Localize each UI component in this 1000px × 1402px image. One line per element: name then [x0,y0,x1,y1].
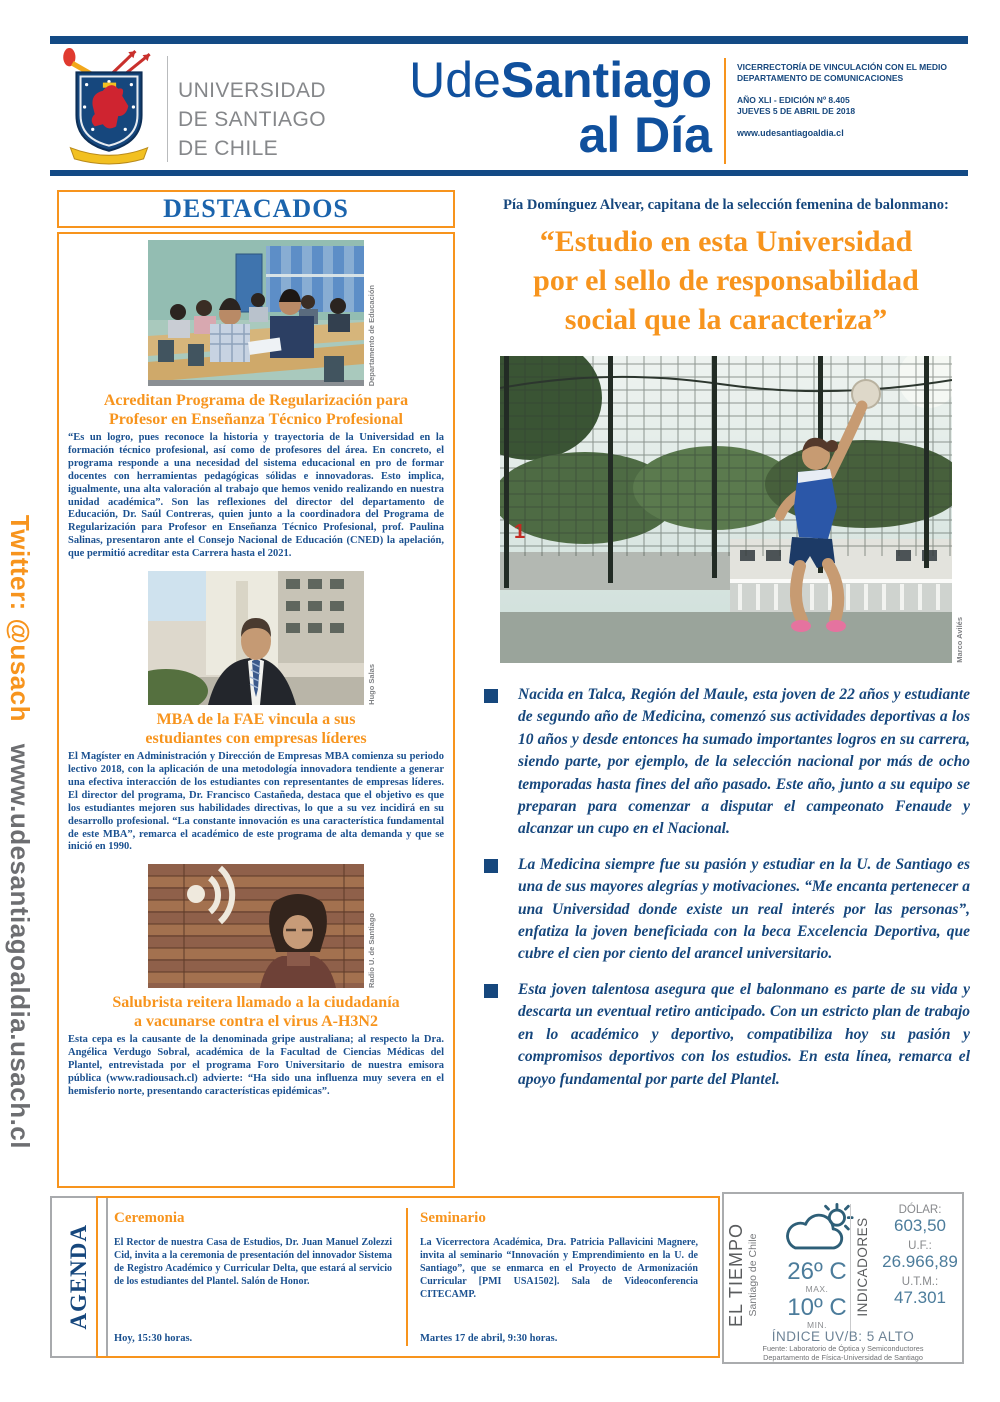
article1-title [65,391,447,429]
article2-title-line2: estudiantes con empresas líderes [145,730,367,748]
main-article-bullets [484,684,970,1104]
agenda-column-divider [406,1208,408,1346]
masthead-line1 [300,54,712,106]
dept-line2: DEPARTAMENTO DE COMUNICACIONES [737,73,904,83]
utm-value: 47.301 [894,1288,946,1307]
university-crest-logo [58,46,160,166]
university-name-line: UNIVERSIDAD [178,79,326,102]
headline-line1: “Estudio en esta Universidad [539,225,913,258]
sidebar-vertical-text [4,515,46,1154]
uf-value: 26.966,89 [882,1252,958,1271]
main-article-photo [500,356,964,663]
article2-photo [148,571,376,706]
indicators-values [882,1200,958,1308]
dept-line1: VICERRECTORÍA DE VINCULACIÓN CON EL MEDIO [737,62,947,72]
agenda-item-time: Hoy, 15:30 horas. [114,1333,193,1344]
bullet-square-icon [484,984,498,998]
photo-credit: Marco Avilés [955,617,964,663]
bullet-item [484,684,970,841]
dollar-label: DÓLAR: [898,1204,942,1216]
indicators-label: INDICADORES [855,1217,870,1317]
masthead-ude: Ude [409,52,501,108]
dollar-value: 603,50 [894,1216,946,1235]
bullet-text: La Medicina siempre fue su pasión y estudiar en la U. de Santiago es una de sus mayores alegrías y motivaciones. “Me encanta pertenecer a una Universidad donde existe un real interés por las personas”, enfatiza la joven beneficiada con la beca Excelencia Deportiva, que cubre el cien por ciento del arancel universitario. [518,855,970,963]
masthead-line2: al Día [578,107,712,163]
agenda-label: AGENDA [66,1224,91,1330]
uv-index-line: ÍNDICE UV/B: 5 ALTO [771,1329,915,1344]
photo-credit: Radio U. de Santiago [367,913,376,989]
sidebar-url[interactable]: www.udesantiagoaldia.usach.cl [5,743,35,1149]
headline-line2: por el sello de responsabilidad [533,264,919,297]
temp-max: 26º C [787,1258,847,1285]
weather-city: Santiago de Chile [747,1233,759,1317]
temp-min: 10º C [787,1294,847,1321]
edition-line1: AÑO XLI - EDICIÓN Nº 8.405 [737,95,850,105]
agenda-item-body: El Rector de nuestra Casa de Estudios, Dr. Juan Manuel Zolezzi Cid, invita a la ceremonia de presentación del innovador Sistema de Registro Académico y Curricular Delta, que estará al servicio de los estudiantes del Plantel. Salón de Honor. [114,1237,392,1287]
bullet-text: Nacida en Talca, Región del Maule, esta joven de 22 años y estudiante de segundo año de Medicina, comenzó sus actividades deportivas a los 10 años y desde entonces ha sumado importantes logros en su carrera, siendo parte, por ejemplo, de la selección nacional por más de ocho temporadas hasta fines del año pasado. Este año, junto a su equipo se preparan para comenzar a disputar el campeonato Fenaude y alcanzar un cupo en el Nacional. [518,686,970,838]
weather-source-line2: Departamento de Física-Universidad de Santiago [763,1352,923,1362]
article3-title-line2: a vacunarse contra el virus A-H3N2 [134,1013,378,1031]
headline-line3: social que la caracteriza” [564,303,888,336]
article3-body: Esta cepa es la causante de la denominada gripe australiana; al respecto la Dra. Angélica Verdugo Sobral, académica de la Facultad de Ciencias Médicas del Plantel, entrevistada por el programa Foro Universitario de nuestra emisora pública (www.radiousach.cl) advierte: “Ha sido una influenza muy severa en el hemisferio norte, presentando características epidémicas”. [68,1034,444,1097]
partly-cloudy-icon [782,1202,854,1256]
destacados-section-title: DESTACADOS [57,190,455,228]
header-top-bar [50,36,968,44]
photo-credit: Departamento de Educación [367,284,376,386]
sidebar-twitter[interactable]: Twitter: @usach [5,515,35,723]
edition-line2: JUEVES 5 DE ABRIL DE 2018 [737,106,856,116]
university-name-line: DE CHILE [178,137,279,160]
agenda-item-title: Ceremonia [114,1210,185,1226]
main-article-headline [482,222,970,339]
agenda-item-body: La Vicerrectora Académica, Dra. Patricia Pallavicini Magnere, invita al seminario “Innovación y Emprendimiento en la U. de Santiago”, que se enmarca en el Proyecto de Armonización Curricular [PMI USA1502]. Sala de Videoconferencia CITECAMP. [420,1237,698,1300]
destacados-section [57,232,455,1188]
temp-max-label: MAX. [805,1284,829,1294]
website-link[interactable]: www.udesantiagoaldia.cl [737,128,844,138]
weather-source-line1: Fuente: Laboratorio de Óptica y Semiconductores [762,1344,924,1353]
bullet-square-icon [484,859,498,873]
department-block [737,62,965,84]
utm-label: U.T.M.: [901,1276,939,1288]
university-name-line: DE SANTIAGO [178,108,326,131]
edition-block [737,95,965,117]
portrait-photo-illustration [148,571,364,705]
main-article-kicker: Pía Domínguez Alvear, capitana de la selección femenina de balonmano: [503,197,949,213]
masthead-orange-divider [724,58,726,164]
bullet-item [484,979,970,1091]
masthead [300,54,712,161]
article2-title [65,710,447,748]
radio-photo-illustration [148,864,364,988]
bullet-text: Esta joven talentosa asegura que el balonmano es parte de su vida y descarta un eventual retiro anticipado. Con un estricto plan de trabajo en lo académico y deportivo, compatibiliza hoy su pasión y compromisos deportivos con los estudios. En esta línea, remarca el apoyo fundamental por parte del Plantel. [518,980,970,1088]
article1-photo [148,240,376,386]
weather-title: EL TIEMPO [726,1222,746,1328]
agenda-section [96,1196,720,1358]
weather-source [724,1345,962,1362]
agenda-item [114,1210,392,1344]
bullet-item [484,854,970,966]
article1-title-line1: Acreditan Programa de Regularización para [103,392,409,409]
article3-title [65,993,447,1031]
handball-player-photo-illustration [500,356,952,663]
classroom-photo-illustration [148,240,364,386]
agenda-item [420,1210,698,1344]
weather-indicators-box [722,1192,964,1364]
agenda-item-time: Martes 17 de abril, 9:30 horas. [420,1333,558,1344]
bullet-square-icon [484,689,498,703]
weather-section-label [726,1210,772,1340]
article1-title-line2: Profesor en Enseñanza Técnico Profesional [109,411,403,428]
svg-text:1: 1 [514,521,526,543]
agenda-item-title: Seminario [420,1210,486,1226]
article3-photo [148,864,376,989]
uf-label: U.F.: [908,1240,932,1252]
masthead-santiago: Santiago [500,52,712,108]
article1-body: “Es un logro, pues reconoce la historia y trayectoria de la Universidad en la formación técnico profesional, así como de profesores del área. En concreto, el programa responde a una necesidad del sistema educacional en pro de formar docentes con herramientas pedagógicas sólidas e innovadoras. Esto implica, igualmente, una alta valoración al trabajo que hemos venido realizando en nuestra unidad académica”. Son las reflexiones del director del departamento de Educación, Dr. Saúl Contreras, quien junto a la coordinadora del Programa de Regularización para Profesor en Enseñanza Técnico Profesional, prof. Paulina Salinas, presentaron ante el Consejo Nacional de Educación (CNED) la apelación, que permitió acreditar esta Carrera hasta el 2021. [68,432,444,560]
article3-title-line1: Salubrista reitera llamado a la ciudadanía [112,994,400,1012]
temp-min-label: MIN. [807,1320,827,1330]
article2-title-line1: MBA de la FAE vincula a sus [156,711,356,729]
article2-body: El Magíster en Administración y Dirección de Empresas MBA comienza su periodo lectivo 2018, con la aplicación de una metodología innovadora tendiente a generar una efectiva interacción de los estudiantes con representantes de empresas líderes. El director del programa, Dr. Francisco Castañeda, destaca que el objetivo es que los estudiantes mejoren sus habilidades directivas, lo que a su vez incidirá en su desarrollo profesional. “La constante innovación es una característica fundamental de este MBA”, remarca el académico de este programa de alta demanda y que se inició en 1990. [68,751,444,853]
weather-divider [850,1204,851,1332]
header-bottom-rule [50,170,968,176]
publication-info [737,62,965,139]
photo-credit: Hugo Salas [367,664,376,706]
header-divider [167,56,168,162]
